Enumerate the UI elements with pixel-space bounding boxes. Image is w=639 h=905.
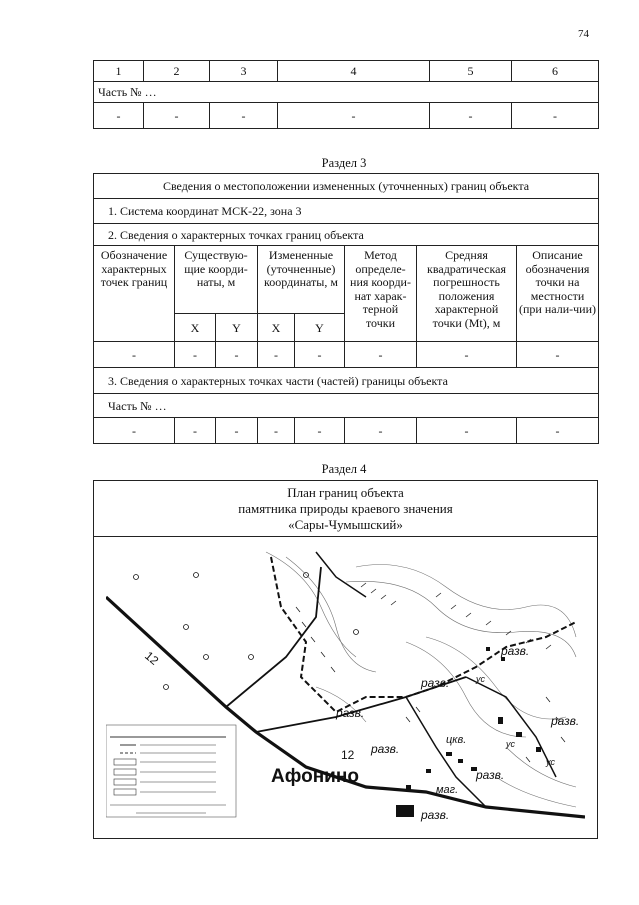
table-cell: - xyxy=(94,103,144,129)
table-cell: - xyxy=(517,342,599,368)
col-designation: Обозначение характерных точек границ xyxy=(94,246,175,342)
header-cell: 6 xyxy=(512,61,599,82)
table-cell: - xyxy=(258,418,295,444)
part-label: Часть № … xyxy=(94,394,599,418)
col-method: Метод определе-ния коорди-нат харак-терной точки xyxy=(345,246,417,342)
section3-item3: 3. Сведения о характерных точках части (частей) границы объекта xyxy=(94,368,599,394)
col-error: Средняя квадратическая погрешность положения характерной точки (Mt), м xyxy=(417,246,517,342)
header-cell: 1 xyxy=(94,61,144,82)
map-title-line: «Сары-Чумышский» xyxy=(288,517,403,532)
table-cell: - xyxy=(512,103,599,129)
header-cell: 3 xyxy=(210,61,278,82)
col-x: X xyxy=(258,314,295,342)
raz-label: разв. xyxy=(501,644,530,658)
section3-item2: 2. Сведения о характерных точках границ объекта xyxy=(94,224,599,246)
table-cell: - xyxy=(216,418,258,444)
village-label: Афонино xyxy=(271,766,359,787)
church-label: цкв. xyxy=(446,734,467,746)
raz-label: разв. xyxy=(551,714,580,728)
raz-label: разв. xyxy=(421,676,450,690)
us-label: ус xyxy=(476,674,485,684)
mag-label: маг. xyxy=(436,784,459,796)
table-cell: - xyxy=(345,418,417,444)
table-cell: - xyxy=(417,418,517,444)
section4-title: Раздел 4 xyxy=(321,462,367,476)
map-legend xyxy=(106,725,236,817)
page-number: 74 xyxy=(578,28,589,40)
col-y: Y xyxy=(216,314,258,342)
header-cell: 5 xyxy=(430,61,512,82)
table-cell: - xyxy=(175,418,216,444)
map-title xyxy=(94,481,597,537)
table-row xyxy=(94,418,599,444)
table-cell: - xyxy=(94,342,175,368)
raz-label: разв. xyxy=(421,808,450,822)
road-number-label: 12 xyxy=(341,748,355,762)
table-cell: - xyxy=(295,342,345,368)
boundary-map xyxy=(106,547,585,827)
raz-label: разв. xyxy=(336,706,365,720)
road-number-label: 12 xyxy=(142,648,162,668)
table-cell: - xyxy=(430,103,512,129)
raz-label: разв. xyxy=(371,742,400,756)
map-drawing xyxy=(106,547,585,827)
table-cell: - xyxy=(295,418,345,444)
map-title-line: памятника природы краевого значения xyxy=(238,501,453,516)
section3-heading: Сведения о местоположении измененных (уточненных) границ объекта xyxy=(94,174,599,199)
part-label: Часть № … xyxy=(94,82,599,103)
table-cell: - xyxy=(345,342,417,368)
table-cell: - xyxy=(144,103,210,129)
us-label: ус xyxy=(546,757,555,767)
table-cell: - xyxy=(417,342,517,368)
section3-title: Раздел 3 xyxy=(321,156,367,170)
us-label: ус xyxy=(506,739,515,749)
map-title-line: План границ объекта xyxy=(287,485,404,500)
header-cell: 2 xyxy=(144,61,210,82)
col-changed: Измененные (уточненные) координаты, м xyxy=(258,246,345,314)
table-cell: - xyxy=(258,342,295,368)
section3-item1: 1. Система координат МСК-22, зона 3 xyxy=(94,199,599,224)
col-existing: Существую-щие коорди-наты, м xyxy=(175,246,258,314)
header-cell: 4 xyxy=(278,61,430,82)
table-row xyxy=(94,342,599,368)
table-cell: - xyxy=(94,418,175,444)
table-cell: - xyxy=(216,342,258,368)
table-cell: - xyxy=(175,342,216,368)
col-description: Описание обозначения точки на местности (при нали-чии) xyxy=(517,246,599,342)
table-row xyxy=(94,103,599,129)
section3-table xyxy=(93,173,599,444)
col-x: X xyxy=(175,314,216,342)
map-frame xyxy=(93,480,598,839)
table-cell: - xyxy=(210,103,278,129)
continuation-table xyxy=(93,60,599,129)
table-cell: - xyxy=(278,103,430,129)
raz-label: разв. xyxy=(476,768,505,782)
table-header-row xyxy=(94,61,599,82)
table-cell: - xyxy=(517,418,599,444)
col-y: Y xyxy=(295,314,345,342)
